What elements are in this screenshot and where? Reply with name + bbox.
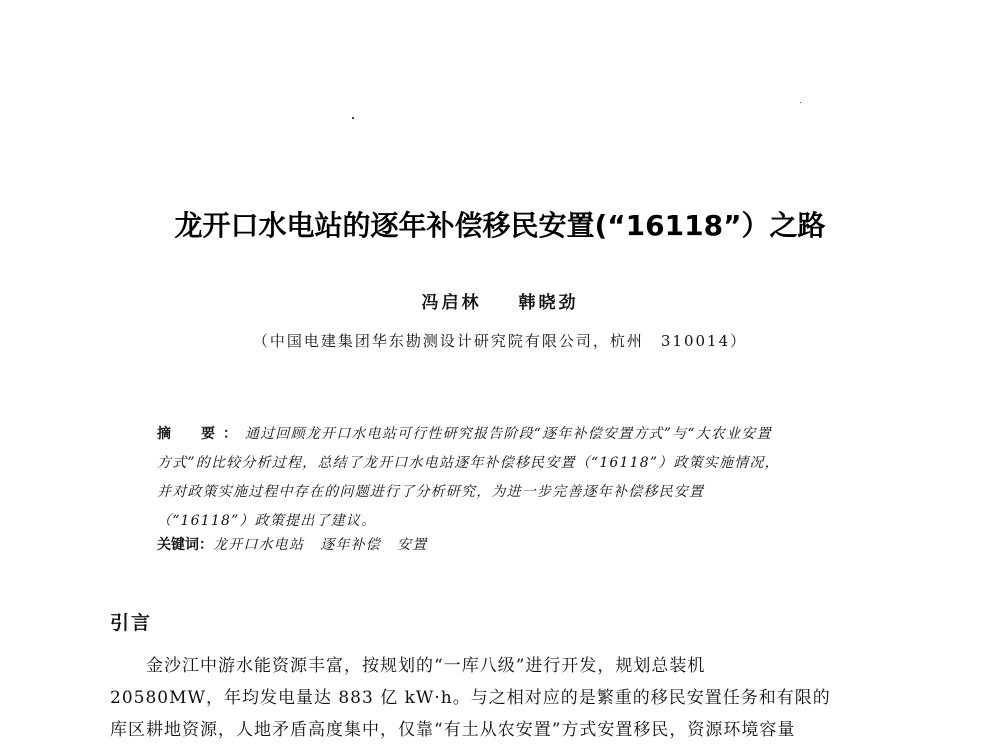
keyword: 逐年补偿 xyxy=(320,537,382,553)
keywords-label: 关键词： xyxy=(157,537,213,553)
author-list xyxy=(0,288,1000,313)
keyword: 龙开口水电站 xyxy=(213,537,305,553)
section-heading: 引言 xyxy=(110,612,153,634)
scan-speck xyxy=(352,117,354,119)
keywords xyxy=(157,534,443,554)
body-line: 金沙江中游水能资源丰富，按规划的“一库八级”进行开发，规划总装机 xyxy=(146,656,706,676)
keyword: 安置 xyxy=(397,537,428,553)
abstract-label: 摘 要： xyxy=(157,426,245,442)
author-name: 韩晓劲 xyxy=(518,293,579,313)
abstract-text: 通过回顾龙开口水电站可行性研究报告阶段“逐年补偿安置方式”与“大农业安置 xyxy=(245,426,772,442)
abstract-line: 并对政策实施过程中存在的问题进行了分析研究，为进一步完善逐年补偿移民安置 xyxy=(157,484,705,500)
abstract-line: （“16118”）政策提出了建议。 xyxy=(157,513,377,529)
abstract-line: 方式”的比较分析过程，总结了龙开口水电站逐年补偿移民安置（“16118”）政策实施情况， xyxy=(157,455,780,471)
author-name: 冯启林 xyxy=(421,293,482,313)
body-text xyxy=(110,650,910,746)
body-line: 库区耕地资源，人地矛盾高度集中，仅靠“有土从农安置”方式安置移民，资源环境容量 xyxy=(110,720,796,740)
abstract xyxy=(157,420,857,536)
body-line: 20580MW，年均发电量达 883 亿 kW·h。与之相对应的是繁重的移民安置任务和有限的 xyxy=(110,688,831,708)
abstract-line xyxy=(157,420,857,449)
paper-title: 龙开口水电站的逐年补偿移民安置(“16118”）之路 xyxy=(174,209,826,242)
scan-speck xyxy=(800,102,801,103)
affiliation: （中国电建集团华东勘测设计研究院有限公司，杭州 310014） xyxy=(252,332,748,350)
